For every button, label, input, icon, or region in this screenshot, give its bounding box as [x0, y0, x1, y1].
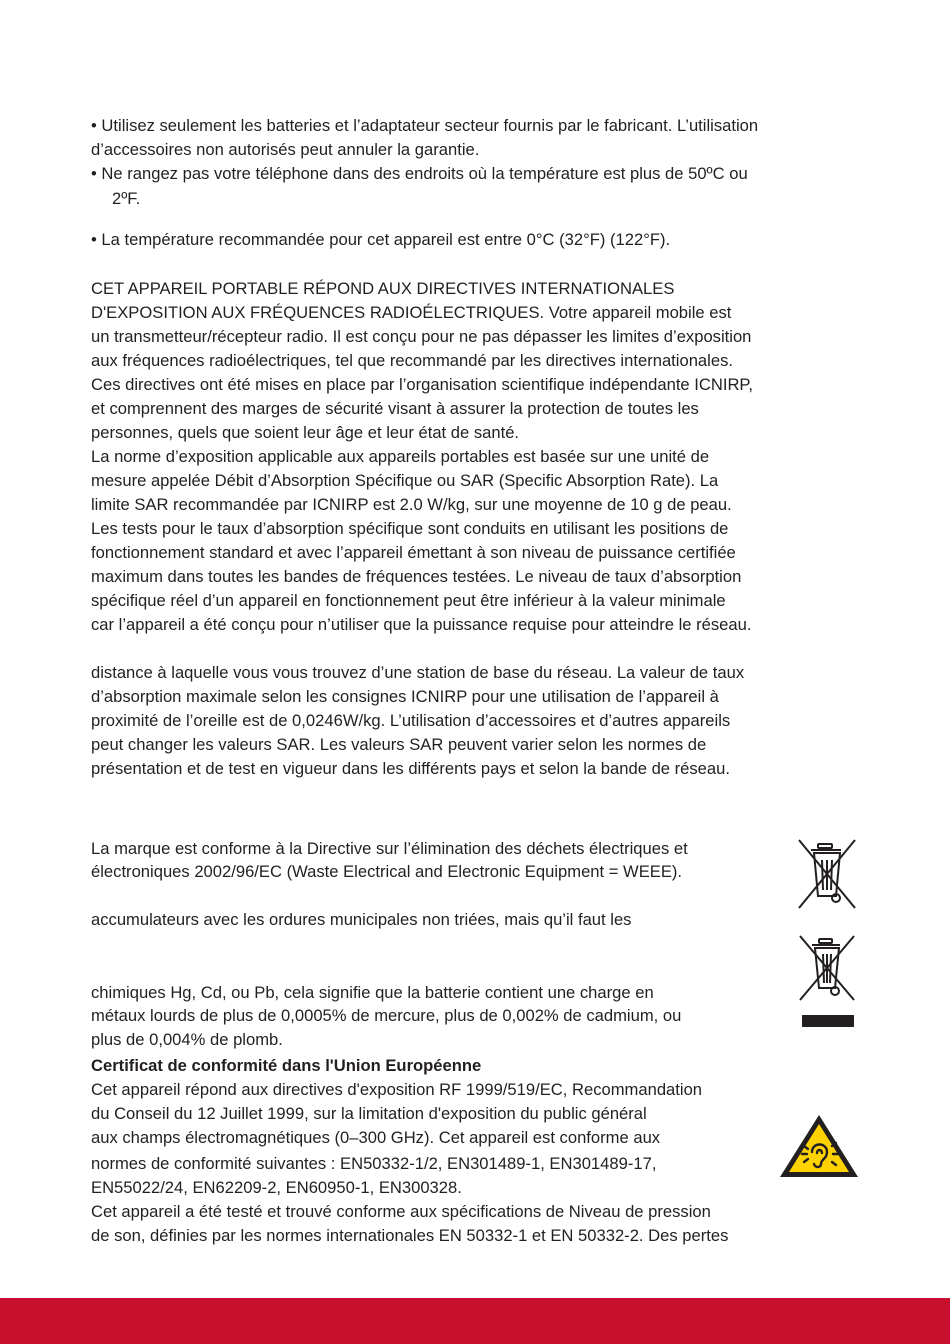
- sar-line: et comprennent des marges de sécurité visant à assurer la protection de toutes les: [91, 399, 699, 418]
- crossed-out-wheelie-bin-icon: [793, 838, 861, 910]
- crossed-out-wheelie-bin-with-bar-icon: [795, 934, 859, 1030]
- sar-line: La norme d’exposition applicable aux appareils portables est basée sur une unité de: [91, 447, 710, 466]
- eu-cert-line: aux champs électromagnétiques (0–300 GHz). Cet appareil est conforme aux: [91, 1128, 661, 1147]
- bullet-storage-line-1: • Ne rangez pas votre téléphone dans des endroits où la température est plus de 50ºC ou: [91, 164, 748, 183]
- sar-line: spécifique réel d’un appareil en fonctionnement peut être inférieur à la valeur minimale: [91, 591, 726, 610]
- sar-line: Les tests pour le taux d’absorption spécifique sont conduits en utilisant les positions de: [91, 519, 729, 538]
- battery-chem-line: métaux lourds de plus de 0,0005% de mercure, plus de 0,002% de cadmium, ou: [91, 1006, 682, 1025]
- eu-cert-line: du Conseil du 12 Juillet 1999, sur la limitation d'exposition du public général: [91, 1104, 647, 1123]
- sar-line: D'EXPOSITION AUX FRÉQUENCES RADIOÉLECTRIQUES. Votre appareil mobile est: [91, 303, 732, 322]
- distance-line: distance à laquelle vous vous trouvez d’une station de base du réseau. La valeur de taux: [91, 663, 745, 682]
- distance-line: présentation et de test en vigueur dans les différents pays et selon la bande de réseau.: [91, 759, 730, 778]
- distance-line: peut changer les valeurs SAR. Les valeurs SAR peuvent varier selon les normes de: [91, 735, 707, 754]
- sar-line: CET APPAREIL PORTABLE RÉPOND AUX DIRECTIVES INTERNATIONALES: [91, 279, 675, 298]
- sar-line: limite SAR recommandée par ICNIRP est 2.0 W/kg, sur une moyenne de 10 g de peau.: [91, 495, 732, 514]
- sar-line: fonctionnement standard et avec l’appareil émettant à son niveau de puissance certifiée: [91, 543, 736, 562]
- distance-line: d’absorption maximale selon les consignes ICNIRP pour une utilisation de l’appareil à: [91, 687, 719, 706]
- bullet-batteries-line-1: • Utilisez seulement les batteries et l’adaptateur secteur fournis par le fabricant. L’utilisation: [91, 116, 759, 135]
- sar-line: un transmetteur/récepteur radio. Il est conçu pour ne pas dépasser les limites d’exposition: [91, 327, 752, 346]
- weee-line: électroniques 2002/96/EC (Waste Electrical and Electronic Equipment = WEEE).: [91, 862, 683, 881]
- weee-line: La marque est conforme à la Directive sur l’élimination des déchets électriques et: [91, 839, 688, 858]
- sar-line: car l’appareil a été conçu pour n’utiliser que la puissance requise pour atteindre le réseau.: [91, 615, 752, 634]
- bullet-temperature: • La température recommandée pour cet appareil est entre 0°C (32°F) (122°F).: [91, 230, 671, 249]
- eu-cert-line: EN55022/24, EN62209-2, EN60950-1, EN300328.: [91, 1178, 462, 1197]
- eu-cert-heading: Certificat de conformité dans l'Union Européenne: [91, 1056, 482, 1075]
- distance-line: proximité de l’oreille est de 0,0246W/kg. L’utilisation d’accessoires et d’autres appareils: [91, 711, 731, 730]
- sar-line: aux fréquences radioélectriques, tel que recommandé par les directives internationales.: [91, 351, 733, 370]
- eu-cert-line: normes de conformité suivantes : EN50332-1/2, EN301489-1, EN301489-17,: [91, 1154, 657, 1173]
- bullet-storage-line-2: 2ºF.: [112, 189, 141, 208]
- weee-line: accumulateurs avec les ordures municipales non triées, mais qu’il faut les: [91, 910, 632, 929]
- battery-chem-line: plus de 0,004% de plomb.: [91, 1030, 283, 1049]
- sar-line: maximum dans toutes les bandes de fréquences testées. Le niveau de taux d’absorption: [91, 567, 742, 586]
- sar-line: Ces directives ont été mises en place par l’organisation scientifique indépendante ICNIRP,: [91, 375, 753, 394]
- sar-line: personnes, quels que soient leur âge et leur état de santé.: [91, 423, 520, 442]
- eu-cert-line: de son, définies par les normes internationales EN 50332-1 et EN 50332-2. Des pertes: [91, 1226, 729, 1245]
- sar-line: mesure appelée Débit d’Absorption Spécifique ou SAR (Specific Absorption Rate). La: [91, 471, 719, 490]
- eu-cert-line: Cet appareil répond aux directives d'exposition RF 1999/519/EC, Recommandation: [91, 1080, 703, 1099]
- hearing-damage-warning-icon: [777, 1112, 861, 1180]
- eu-cert-line: Cet appareil a été testé et trouvé conforme aux spécifications de Niveau de pression: [91, 1202, 711, 1221]
- footer-bar: [0, 1298, 950, 1344]
- bullet-batteries-line-2: d’accessoires non autorisés peut annuler la garantie.: [91, 140, 480, 159]
- battery-chem-line: chimiques Hg, Cd, ou Pb, cela signifie que la batterie contient une charge en: [91, 983, 654, 1002]
